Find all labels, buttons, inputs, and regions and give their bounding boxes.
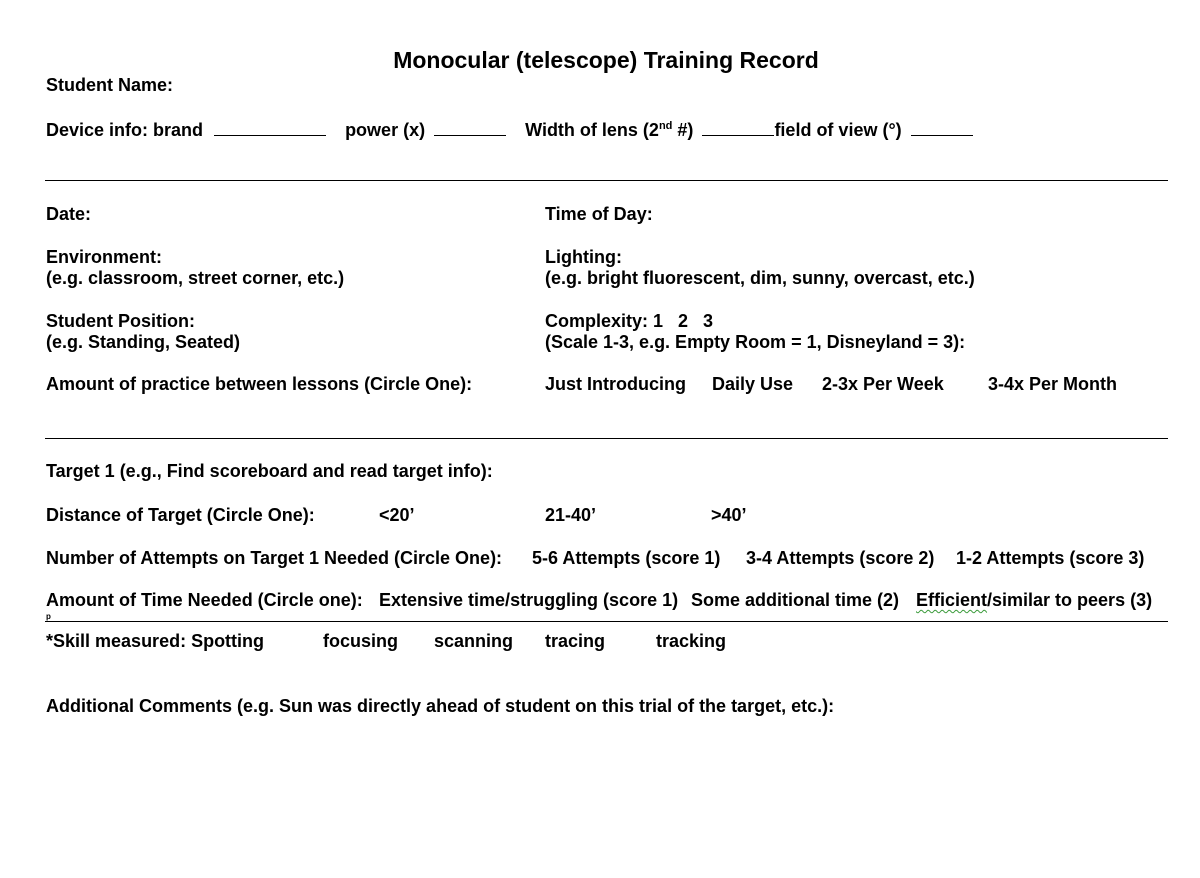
environment-example: (e.g. classroom, street corner, etc.) <box>46 268 345 288</box>
target-label: Target 1 (e.g., Find scoreboard and read target info): <box>46 461 493 481</box>
complexity-label: Complexity: 1 2 3 <box>545 311 714 331</box>
distance-label: Distance of Target (Circle One): <box>46 505 315 525</box>
complexity-example: (Scale 1-3, e.g. Empty Room = 1, Disneyland = 3): <box>545 332 966 352</box>
power-blank[interactable] <box>434 118 506 136</box>
brand-label: Device info: brand <box>46 120 204 140</box>
date-label: Date: <box>46 204 92 224</box>
skill-option[interactable]: tracking <box>656 631 727 651</box>
attempts-option[interactable]: 5-6 Attempts (score 1) <box>532 548 721 568</box>
comments-label: Additional Comments (e.g. Sun was directly ahead of student on this trial of the target, etc.): <box>46 696 835 716</box>
student-name-label: Student Name: <box>46 75 174 95</box>
practice-label: Amount of practice between lessons (Circle One): <box>46 374 473 394</box>
device-info-row <box>46 118 973 141</box>
lighting-label: Lighting: <box>545 247 622 267</box>
power-label: power (x) <box>345 120 426 140</box>
time-needed-option[interactable]: Some additional time (2) <box>691 590 900 610</box>
attempts-label: Number of Attempts on Target 1 Needed (Circle One): <box>46 548 503 568</box>
distance-option[interactable]: <20’ <box>379 505 415 525</box>
practice-option[interactable]: Just Introducing <box>545 374 686 394</box>
fov-blank[interactable] <box>911 118 973 136</box>
width-blank[interactable] <box>702 118 774 136</box>
student-position-label: Student Position: <box>46 311 195 331</box>
attempts-option[interactable]: 1-2 Attempts (score 3) <box>956 548 1145 568</box>
fov-label: field of view (°) <box>774 120 902 140</box>
distance-option[interactable]: 21-40’ <box>545 505 597 525</box>
time-of-day-label: Time of Day: <box>545 204 653 224</box>
distance-option[interactable]: >40’ <box>711 505 747 525</box>
skill-option[interactable]: scanning <box>434 631 514 651</box>
attempts-option[interactable]: 3-4 Attempts (score 2) <box>746 548 935 568</box>
lighting-example: (e.g. bright fluorescent, dim, sunny, overcast, etc.) <box>545 268 975 288</box>
practice-option[interactable]: 2-3x Per Week <box>822 374 944 394</box>
divider-1 <box>45 180 1168 181</box>
skill-label: *Skill measured: Spotting <box>46 631 265 651</box>
paragraph-mark: p <box>46 612 51 621</box>
time-needed-option[interactable]: Extensive time/struggling (score 1) <box>379 590 679 610</box>
student-position-example: (e.g. Standing, Seated) <box>46 332 241 352</box>
brand-blank[interactable] <box>214 118 326 136</box>
time-needed-label: Amount of Time Needed (Circle one): <box>46 590 363 610</box>
width-label: Width of lens (2nd #) <box>525 120 694 140</box>
environment-label: Environment: <box>46 247 163 267</box>
practice-option[interactable]: 3-4x Per Month <box>988 374 1118 394</box>
time-needed-option[interactable]: Efficient/similar to peers (3) <box>916 590 1153 610</box>
skill-option[interactable]: tracing <box>545 631 606 651</box>
skill-option[interactable]: focusing <box>323 631 398 651</box>
spellcheck-word: Efficient <box>916 590 988 610</box>
divider-2 <box>45 438 1168 439</box>
practice-option[interactable]: Daily Use <box>712 374 794 394</box>
form-title: Monocular (telescope) Training Record <box>393 47 819 73</box>
divider-3 <box>45 621 1168 622</box>
